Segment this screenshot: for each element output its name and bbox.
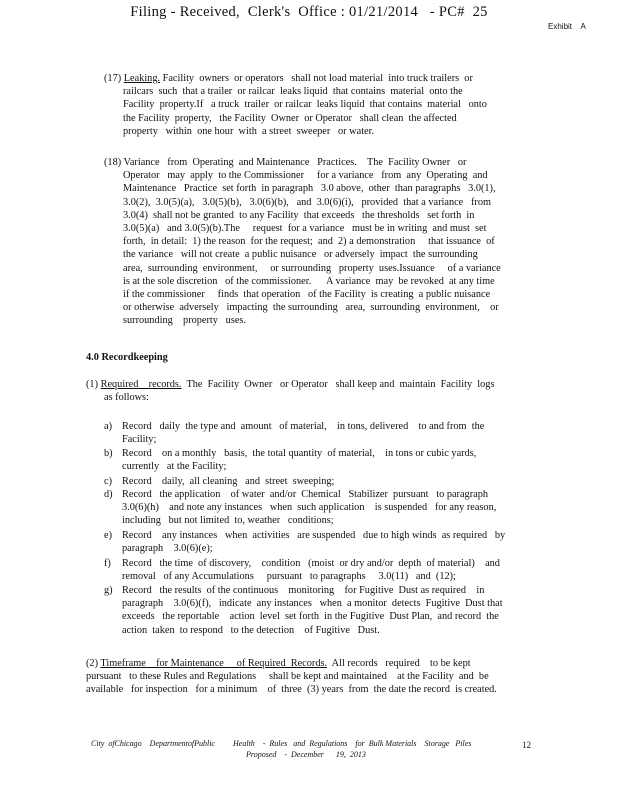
list-item-label: c) — [104, 476, 112, 487]
item-17-line: the Facility property, the Facility Owner or Operator shall clean the affected — [123, 112, 457, 124]
list-item-label: f) — [104, 558, 111, 569]
list-item-line: currently at the Facility; — [122, 461, 227, 473]
timeframe-heading: Timeframe for Maintenance of Required Records. — [100, 658, 328, 669]
item-18-line: area, surrounding environment, or surrounding property uses.Issuance of a variance — [123, 262, 501, 274]
list-item-line: Record the results of the continuous monitoring for Fugitive Dust as required in — [122, 585, 485, 596]
page-number: 12 — [522, 740, 531, 750]
item-18-line: the variance will not create a public nuisance or adversely impact the surrounding — [123, 249, 478, 261]
list-item-line: including but not limited to, weather conditions; — [122, 515, 334, 527]
list-item-label: d) — [104, 489, 113, 500]
timeframe-line: All records required to be kept — [327, 658, 471, 669]
list-item-label: g) — [104, 585, 113, 596]
required-records-line: as follows: — [104, 392, 149, 404]
list-item-label: a) — [104, 421, 112, 432]
list-item-line: Record the time of discovery, condition (moist or dry and/or depth of material) and — [122, 558, 500, 569]
list-item-label: e) — [104, 530, 112, 541]
list-item-line: Record the application of water and/or Chemical Stabilizer pursuant to paragraph — [122, 489, 488, 500]
item-17-line: Facility owners or operators shall not load material into truck trailers or — [160, 73, 473, 84]
required-records-body — [104, 391, 149, 404]
list-item-label: b) — [104, 448, 113, 459]
footer-title: City ofChicago DepartmentofPublic Health - Rules and Regulations for Bulk Materials Storage Piles — [91, 739, 472, 748]
item-18-line: if the commissioner finds that operation of the Facility is creating a public nuisance — [123, 289, 491, 301]
list-item-line: removal of any Accumulations pursuant to paragraphs 3.0(11) and (12); — [122, 571, 456, 583]
item-17-body — [123, 85, 487, 138]
item-17-line: Facility property.If a truck trailer or railcar leaks liquid that contains material onto — [123, 99, 487, 111]
timeframe-line: pursuant to these Rules and Regulations shall be kept and maintained at the Facility and be — [86, 671, 489, 683]
item-18-body — [123, 169, 501, 327]
item-18-line: 3.0(2), 3.0(5)(a), 3.0(5)(b), 3.0(6)(b), and 3.0(6)(i), provided that a variance from — [123, 196, 491, 208]
item-18-line: Variance from Operating and Maintenance Practices. The Facility Owner or — [123, 157, 467, 168]
item-18-line: is at the sole discretion of the commissioner. A variance may be revoked at any time — [123, 275, 495, 287]
item-18-line: Maintenance Practice set forth in paragraph 3.0 above, other than paragraphs 3.0(1), — [123, 183, 496, 195]
timeframe-number: (2) — [86, 658, 99, 669]
item-17 — [104, 72, 473, 85]
list-item-line: Record any instances when activities are suspended due to high winds as required by — [122, 530, 506, 541]
list-item-line: Record daily the type and amount of material, in tons, delivered to and from the — [122, 421, 485, 432]
timeframe-line: available for inspection for a minimum of three (3) years from the date the record is created. — [86, 684, 497, 696]
item-17-number: (17) — [104, 73, 122, 84]
item-18 — [104, 156, 466, 169]
section-heading: 4.0 Recordkeeping — [86, 352, 168, 363]
item-18-line: Operator may apply to the Commissioner for a variance from any Operating and — [123, 170, 488, 182]
list-item-line: paragraph 3.0(6)(f), indicate any instances when a monitor detects Fugitive Dust that — [122, 598, 503, 610]
item-18-number: (18) — [104, 157, 122, 168]
filing-stamp: Filing - Received, Clerk's Office : 01/21/2014 - PC# 25 — [130, 4, 488, 20]
required-records-number: (1) — [86, 379, 99, 390]
required-records-line: The Facility Owner or Operator shall keep and maintain Facility logs — [181, 379, 495, 390]
required-records-heading: Required records. — [100, 379, 182, 390]
item-18-line: 3.0(4) shall not be granted to any Facility that exceeds the thresholds set forth in — [123, 209, 475, 221]
list-item-line: Record on a monthly basis, the total quantity of material, in tons or cubic yards, — [122, 448, 477, 459]
item-17-heading: Leaking. — [123, 73, 161, 84]
list-item-line: Record daily, all cleaning and street sweeping; — [122, 476, 335, 487]
list-item-line: 3.0(6)(h) and note any instances when such application is suspended for any reason, — [122, 502, 497, 514]
item-18-line: forth, in detail: 1) the reason for the request; and 2) a demonstration that issuance of — [123, 236, 495, 248]
item-18-line: 3.0(5)(a) and 3.0(5)(b).The request for a variance must be in writing and must set — [123, 223, 487, 234]
item-18-line: or otherwise adversely impacting the surrounding area, surrounding environment, or — [123, 302, 499, 314]
item-17-line: property within one hour with a street sweeper or water. — [123, 125, 375, 137]
item-18-line: surrounding property uses. — [123, 315, 246, 327]
footer-date: Proposed - December 19, 2013 — [246, 750, 366, 759]
exhibit-label: Exhibit A — [548, 22, 586, 31]
list-item-line: Facility; — [122, 434, 157, 446]
required-records — [86, 378, 494, 391]
timeframe — [86, 657, 497, 697]
list-item-line: exceeds the reportable action level set forth in the Fugitive Dust Plan, and record the — [122, 611, 499, 623]
list-item-line: paragraph 3.0(6)(e); — [122, 543, 213, 555]
item-17-line: railcars such that a trailer or railcar leaks liquid that contains material onto the — [123, 86, 463, 98]
list-item-line: action taken to respond to the detection of Fugitive Dust. — [122, 624, 380, 636]
